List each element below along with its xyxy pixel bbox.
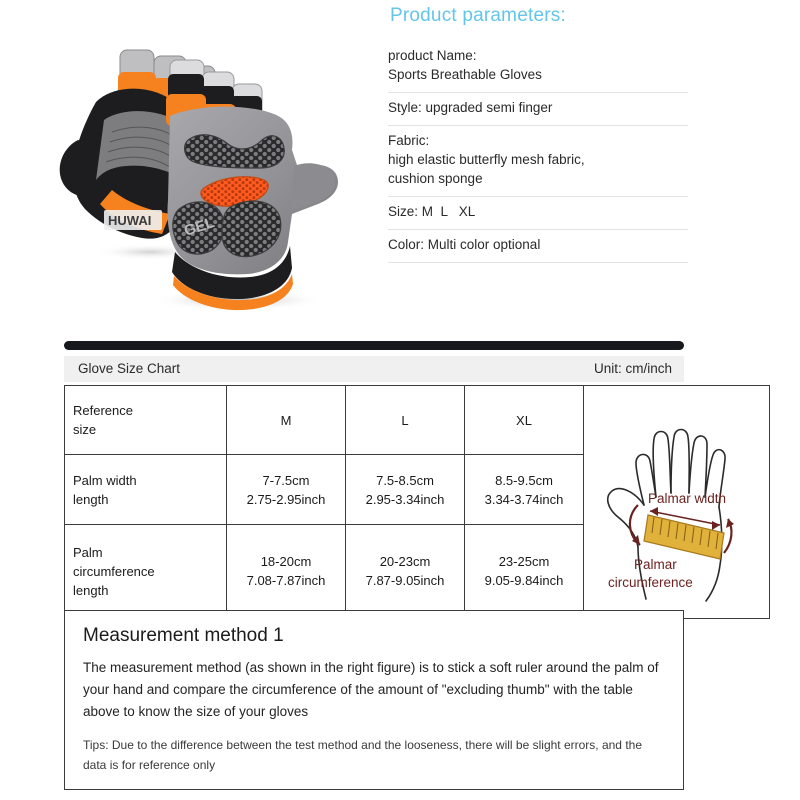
measurement-method-body: The measurement method (as shown in the right figure) is to stick a soft ruler around the palm of your hand and compare the circumference of the amount of "excluding thumb" with the table above to know the size of your gloves xyxy=(83,660,659,719)
cell-palm-circ-m xyxy=(227,524,346,618)
value-cm: 20-23cm xyxy=(379,554,431,570)
param-text: Color: Multi color optional xyxy=(388,237,541,252)
value-cm: 8.5-9.5cm xyxy=(495,472,553,488)
product-image xyxy=(42,28,382,320)
param-row-color xyxy=(388,230,688,263)
value-inch: 9.05-9.84inch xyxy=(484,573,564,589)
value-inch: 7.87-9.05inch xyxy=(365,573,445,589)
value-cm: 23-25cm xyxy=(498,554,550,570)
cell-row-label xyxy=(65,524,227,618)
measurement-method-title: Measurement method 1 xyxy=(83,625,284,646)
param-text: product Name: xyxy=(388,48,477,63)
row-label-line1: Palm xyxy=(73,544,103,560)
value-inch: 2.75-2.95inch xyxy=(246,491,326,507)
param-row-fabric xyxy=(388,126,688,197)
palmar-circumference-label-line2: circumference xyxy=(608,575,693,590)
value-inch: 7.08-7.87inch xyxy=(246,573,326,589)
gel-text: GEL xyxy=(181,214,217,240)
parameters-title: Product parameters: xyxy=(390,5,566,26)
size-chart-unit: Unit: cm/inch xyxy=(593,361,672,376)
value-inch: 2.95-3.34inch xyxy=(365,491,445,507)
param-row-style xyxy=(388,93,688,126)
cell-size-l: L xyxy=(346,386,465,455)
size-table xyxy=(64,385,770,619)
hand-diagram-svg xyxy=(592,393,761,611)
palmar-circumference-label-line1: Palmar xyxy=(634,557,677,572)
param-text: Sports Breathable Gloves xyxy=(388,67,542,82)
value-cm: 18-20cm xyxy=(260,554,312,570)
param-text: cushion sponge xyxy=(388,171,483,186)
size-chart-title: Glove Size Chart xyxy=(78,361,181,376)
param-text: high elastic butterfly mesh fabric, xyxy=(388,152,585,167)
hand-measurement-diagram xyxy=(584,386,770,619)
cell-size-xl: XL xyxy=(465,386,584,455)
ref-label-line1: Reference xyxy=(73,403,133,419)
brand-label xyxy=(104,210,162,230)
row-label-line2: circumference xyxy=(73,563,155,579)
row-label-line3: length xyxy=(73,582,109,598)
gloves-illustration xyxy=(42,28,382,320)
param-text: Fabric: xyxy=(388,133,430,148)
section-divider-bar xyxy=(64,341,684,350)
top-section xyxy=(0,0,800,330)
value-cm: 7.5-8.5cm xyxy=(376,472,434,488)
param-row-product-name xyxy=(388,41,688,93)
row-label-line2: length xyxy=(73,491,109,507)
measurement-method-box xyxy=(64,610,684,790)
cell-palm-width-l xyxy=(346,455,465,524)
measurement-tips: Tips: Due to the difference between the test method and the looseness, there will be slight errors, and the data is for reference only xyxy=(83,738,642,772)
palmar-width-label: Palmar width xyxy=(648,491,727,506)
product-parameters xyxy=(388,5,688,263)
cell-size-m: M xyxy=(227,386,346,455)
table-row-header xyxy=(65,386,770,455)
svg-text:HUWAI: HUWAI xyxy=(108,213,152,228)
size-chart-header xyxy=(64,356,684,382)
ref-label-line2: size xyxy=(73,422,97,438)
cell-palm-circ-l xyxy=(346,524,465,618)
row-label-line1: Palm width xyxy=(73,472,137,488)
value-inch: 3.34-3.74inch xyxy=(484,491,564,507)
param-text: Style: upgraded semi finger xyxy=(388,100,553,115)
cell-palm-circ-xl xyxy=(465,524,584,618)
cell-palm-width-m xyxy=(227,455,346,524)
cell-row-label xyxy=(65,455,227,524)
size-chart-section xyxy=(64,356,727,619)
glove-front xyxy=(166,60,338,310)
cell-reference-size xyxy=(65,386,227,455)
param-row-size xyxy=(388,197,688,230)
param-text: Size: M L XL xyxy=(388,204,476,219)
value-cm: 7-7.5cm xyxy=(262,472,310,488)
cell-palm-width-xl xyxy=(465,455,584,524)
